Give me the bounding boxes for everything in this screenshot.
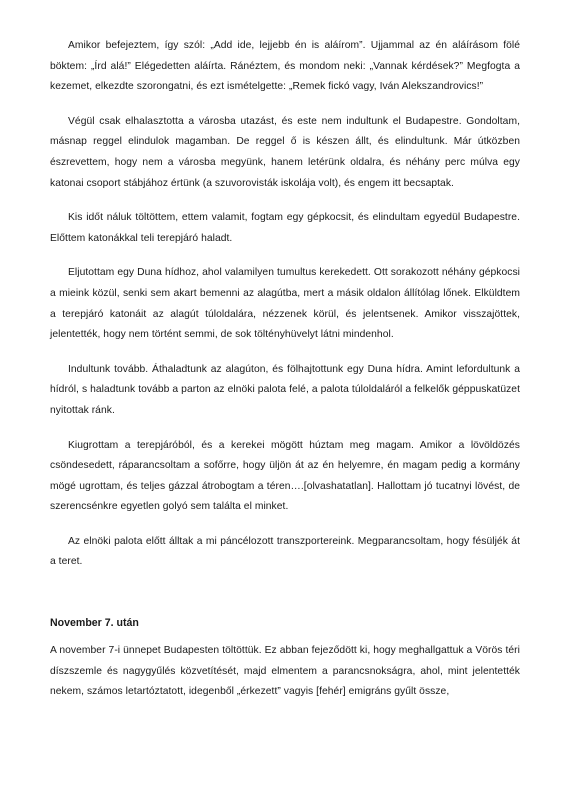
paragraph-signing: Amikor befejeztem, így szól: „Add ide, lejjebb én is aláírom”. Ujjammal az én aláírásom fölé böktem: „Írd alá!” Elégedetten aláírta. Ránéztem, és mondom neki: „Vannak kérdések?” Megfogta a kezemet, elkezdte szorongatni, és ezt ismételgette: „Remek fickó vagy, Iván Alekszandrovics!”	[50, 40, 520, 93]
paragraph-november-7: A november 7-i ünnepet Budapesten töltöttük. Ez abban fejeződött ki, hogy meghallgattuk a Vörös téri díszszemle és nagygyűlés közvetítését, majd elmentem a parancsnokságra, ahol, mint jelentették nekem, számos letartóztatott, idegenből „érkezett” vagyis [fehér] emigráns gyűlt össze,	[50, 645, 520, 698]
paragraph-trip-postponed: Végül csak elhalasztotta a városba utazást, és este nem indultunk el Budapestre. Gondoltam, másnap reggel elindulok magamban. De reggel ő is készen állt, és elindultunk. Már útközben észrevettem, hogy nem a városba megyünk, hanem letérünk oldalra, és néhány perc múlva egy katonai csoport stábjához értünk (a szuvorovisták iskolája volt), és engem itt becsaptak.	[50, 115, 520, 189]
document-page	[50, 36, 520, 717]
paragraph-under-fire: Kiugrottam a terepjáróból, és a kerekei mögött húztam meg magam. Amikor a lövöldözés csöndesedett, ráparancsoltam a sofőrre, hogy üljön át az én helyemre, én magam pedig a kormány mögé ugrottam, és teljes gázzal átrobogtam a téren….[olvashatatlan]. Hallottam jó tucatnyi lövést, de szerencsénkre egyetlen golyó sem találta el minket.	[50, 439, 520, 513]
paragraph-tunnel-crossing: Indultunk tovább. Áthaladtunk az alagúton, és fölhajtottunk egy Duna hídra. Amint lefordultunk a hídról, s haladtunk tovább a parton az elnöki palota felé, a palota túloldaláról a felkelők géppuskatüzet nyitottak ránk.	[50, 363, 520, 416]
paragraph-drive-to-budapest: Kis időt náluk töltöttem, ettem valamit, fogtam egy gépkocsit, és elindultam egyedül Budapestre. Előttem katonákkal teli terepjáró haladt.	[50, 212, 520, 244]
paragraph-presidential-palace: Az elnöki palota előtt álltak a mi páncélozott transzportereink. Megparancsoltam, hogy fésüljék át a teret.	[50, 535, 520, 568]
paragraph-danube-bridge: Eljutottam egy Duna hídhoz, ahol valamilyen tumultus kerekedett. Ott sorakozott néhány gépkocsi a mieink közül, senki sem akart bemenni az alagútba, mert a másik oldalon állítólag lőnek. Elküldtem a terepjáró katonáit az alagút túloldalára, nézzenek körül, és jelentsenek. Amikor visszajöttek, jelentették, hogy nem történt semmi, de sok töltényhüvelyt látni mindenhol.	[50, 267, 520, 341]
section-heading: November 7. után	[50, 617, 139, 630]
